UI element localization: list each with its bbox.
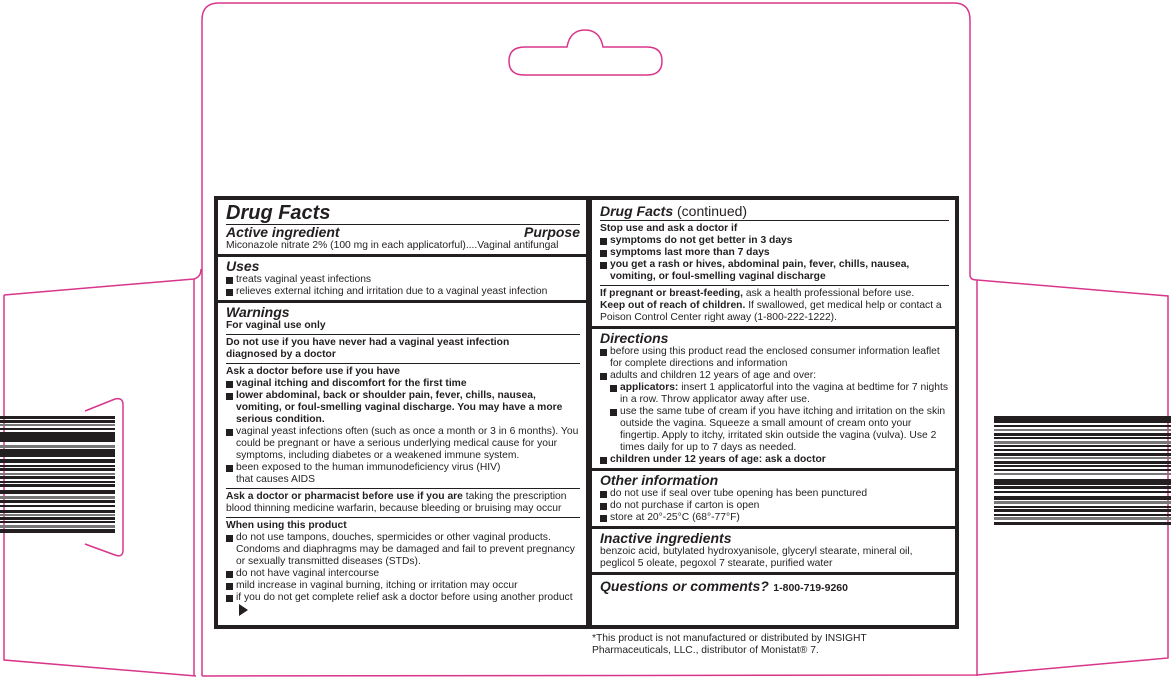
barcode-bar [994, 457, 1171, 459]
warnings-section [218, 303, 586, 619]
barcode-bar [994, 506, 1171, 508]
barcode-bar [0, 496, 115, 499]
barcode-bar [0, 529, 115, 533]
ask-doctor-item: vaginal yeast infections often (such as once a month or 3 in 6 months). You could be pregnant or have a serious underlying medical cause for your symptoms, including diabetes or a weakened immune system. [226, 426, 580, 462]
barcode-bar [0, 459, 115, 463]
barcode-bar [0, 432, 115, 442]
stop-use-item: symptoms last more than 7 days [600, 247, 949, 259]
barcode-bar [0, 416, 115, 419]
barcode-right [994, 416, 1171, 539]
barcode-bar [0, 500, 115, 503]
stop-use-section [592, 200, 955, 329]
barcode-bar [994, 491, 1171, 493]
when-using-heading: When using this product [226, 520, 347, 531]
barcode-bar [994, 522, 1171, 525]
barcode-bar [0, 445, 115, 448]
questions-label: Questions or comments? [600, 578, 769, 594]
barcode-bar [0, 449, 115, 457]
active-ingredient-heading: Active ingredient [226, 224, 340, 240]
hang-hole [509, 30, 662, 75]
barcode-bar [994, 509, 1171, 512]
applicators-lead: applicators: [620, 382, 679, 393]
pregnant-warning [600, 285, 949, 300]
stop-use-heading: Stop use and ask a doctor if [600, 223, 738, 234]
barcode-bar [994, 449, 1171, 451]
barcode-bar [994, 517, 1171, 520]
barcode-bar [994, 429, 1171, 431]
uses-section [218, 257, 586, 303]
barcode-left [0, 416, 115, 539]
pregnant-text: ask a health professional before use. [743, 288, 915, 299]
when-using-item: mild increase in vaginal burning, itching or irritation may occur [226, 580, 580, 592]
barcode-bar [0, 420, 115, 423]
do-not-use-warning: Do not use if you have never had a vaginal yeast infection diagnosed by a doctor [226, 334, 580, 361]
barcode-bar [0, 424, 115, 426]
barcode-bar [994, 433, 1171, 436]
other-information-heading: Other information [600, 472, 719, 488]
inactive-ingredients-text: benzoic acid, butylated hydroxyanisole, glyceryl stearate, mineral oil, peglicol 5 oleate, pegoxol 7 stearate, purified water [600, 546, 913, 569]
barcode-bar [994, 416, 1171, 423]
other-info-item: do not purchase if carton is open [600, 500, 949, 512]
barcode-bar [0, 484, 115, 487]
barcode-bar [0, 505, 115, 507]
barcode-bar [0, 428, 115, 430]
drug-facts-panel-right [588, 196, 959, 629]
barcode-bar [994, 461, 1171, 464]
directions-subitem: use the same tube of cream if you have itching and irritation on the skin outside the vagina. Squeeze a small amount of cream onto your fingertip. Apply to itchy, irritated skin outside the vagina (vulva). Use 2 times daily for up to 7 days as needed. [610, 406, 949, 454]
keep-out-text: If swallowed, get medical help or contact a Poison Control Center right away (1-800-222-1222). [600, 300, 942, 323]
uses-item: relieves external itching and irritation due to a vaginal yeast infection [226, 286, 580, 298]
inactive-ingredients-heading: Inactive ingredients [600, 530, 732, 546]
continued-title [600, 200, 949, 221]
stop-use-item: symptoms do not get better in 3 days [600, 235, 949, 247]
barcode-bar [994, 453, 1171, 456]
ask-doctor-item: vaginal itching and discomfort for the first time [226, 378, 580, 390]
directions-section [592, 329, 955, 471]
barcode-bar [0, 481, 115, 483]
barcode-bar [0, 517, 115, 520]
barcode-bar [0, 468, 115, 471]
when-using-block [226, 517, 580, 617]
barcode-bar [994, 479, 1171, 485]
barcode-bar [0, 490, 115, 494]
stop-use-item: you get a rash or hives, abdominal pain, fever, chills, nausea, vomiting, or foul-smelling vaginal discharge [600, 259, 949, 283]
vaginal-use-only: For vaginal use only [226, 320, 326, 331]
other-info-item: do not use if seal over tube opening has been punctured [600, 488, 949, 500]
drug-facts-continued-title: Drug Facts [600, 203, 674, 219]
ask-pharmacist-text: taking the prescription blood thinning medicine warfarin, because bleeding or bruising may occur [226, 491, 567, 514]
continued-arrow-icon [239, 604, 248, 616]
pregnant-lead: If pregnant or breast-feeding, [600, 288, 744, 299]
continued-label: (continued) [673, 203, 748, 219]
barcode-bar [994, 469, 1171, 471]
questions-phone: 1-800-719-9260 [773, 582, 848, 594]
when-using-item: do not use tampons, douches, spermicides or other vaginal products. Condoms and diaphragms may be damaged and fail to prevent pregnancy or sexually transmitted diseases (STDs). [226, 532, 580, 568]
barcode-bar [994, 425, 1171, 427]
barcode-bar [994, 473, 1171, 475]
ask-doctor-heading: Ask a doctor before use if you have [226, 366, 400, 377]
barcode-bar [994, 445, 1171, 447]
keep-out-lead: Keep out of reach of children. [600, 300, 746, 311]
drug-facts-title: Drug Facts [226, 200, 580, 225]
ask-pharmacist-lead: Ask a doctor or pharmacist before use if you are [226, 491, 463, 502]
barcode-bar [0, 473, 115, 475]
applicators-text: insert 1 applicatorful into the vagina at bedtime for 7 nights in a row. Throw applicator away after use. [620, 382, 948, 405]
ask-doctor-block [226, 363, 580, 486]
ask-doctor-item: been exposed to the human immunodeficiency virus (HIV) that causes AIDS [226, 462, 580, 486]
barcode-bar [0, 476, 115, 479]
barcode-bar [994, 514, 1171, 516]
purpose-heading: Purpose [523, 224, 580, 240]
when-using-item [226, 592, 580, 617]
ask-doctor-item: lower abdominal, back or shoulder pain, fever, chills, nausea, vomiting, or foul-smelling vaginal discharge. You may have a more serious condition. [226, 390, 580, 426]
directions-item: children under 12 years of age: ask a doctor [600, 454, 949, 466]
questions-section [592, 575, 955, 600]
directions-heading: Directions [600, 330, 669, 346]
when-using-item: do not have vaginal intercourse [226, 568, 580, 580]
barcode-bar [994, 437, 1171, 439]
barcode-bar [0, 465, 115, 467]
drug-facts-panel-left [214, 196, 590, 629]
barcode-bar [994, 441, 1171, 444]
barcode-bar [994, 496, 1171, 500]
barcode-bar [0, 510, 115, 513]
directions-subitem [610, 382, 949, 406]
directions-item: adults and children 12 years of age and over: [600, 370, 949, 382]
inactive-ingredients-section [592, 529, 955, 575]
active-ingredient-section [218, 200, 586, 257]
other-info-item: store at 20°-25°C (68°-77°F) [600, 512, 949, 524]
uses-item: treats vaginal yeast infections [226, 274, 580, 286]
active-ingredient-line: Miconazole nitrate 2% (100 mg in each applicatorful)....Vaginal antifungal [226, 240, 559, 251]
keep-out-warning [600, 300, 949, 324]
ask-pharmacist-block [226, 488, 580, 515]
barcode-bar [0, 514, 115, 516]
directions-item: before using this product read the enclosed consumer information leaflet for complete directions and information [600, 346, 949, 370]
barcode-bar [994, 465, 1171, 467]
when-using-item-text: if you do not get complete relief ask a doctor before using another product [236, 592, 573, 603]
other-information-section [592, 471, 955, 529]
warnings-heading: Warnings [226, 304, 290, 320]
uses-heading: Uses [226, 258, 260, 274]
barcode-bar [0, 521, 115, 523]
footnote-disclaimer: *This product is not manufactured or distributed by INSIGHT Pharmaceuticals, LLC., distributor of Monistat® 7. [592, 633, 867, 656]
barcode-bar [994, 501, 1171, 504]
barcode-bar [994, 486, 1171, 489]
barcode-bar [0, 525, 115, 528]
